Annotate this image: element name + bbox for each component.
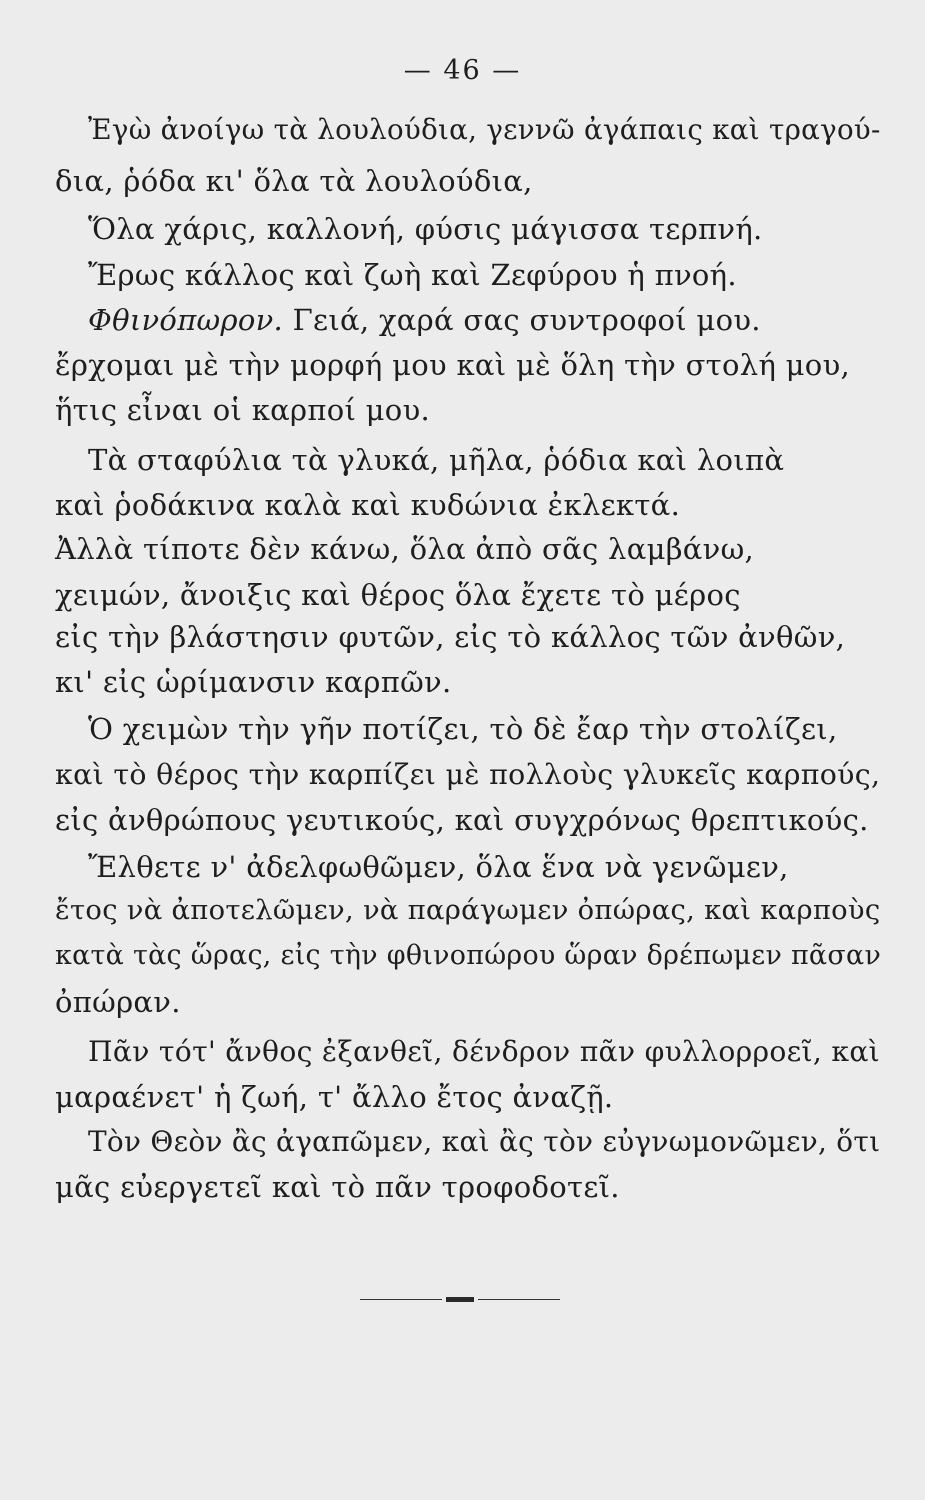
text-line: Ὅλα χάρις, καλλονή, φύσις μάγισσα τερπνή. [88,212,763,246]
text-line [88,303,761,337]
text-line: Ἔρως κάλλος καὶ ζωὴ καὶ Ζεφύρου ἡ πνοή. [88,258,737,292]
text-line: μᾶς εὐεργετεῖ καὶ τὸ πᾶν τροφοδοτεῖ. [55,1170,620,1204]
ornament-rule-right [478,1299,560,1300]
page-number: — 46 — [403,55,522,86]
text-line: καὶ ῥοδάκινα καλὰ καὶ κυδώνια ἐκλεκτά. [55,488,681,522]
text-line: ἔρχομαι μὲ τὴν μορφή μου καὶ μὲ ὅλη τὴν στολή μου, [55,348,851,382]
text-line: Πᾶν τότ' ἄνθος ἐξανθεῖ, δένδρον πᾶν φυλλορροεῖ, καὶ [88,1035,881,1068]
season-name: Φθινόπωρον. [88,303,284,337]
text-line: εἰς τὴν βλάστησιν φυτῶν, εἰς τὸ κάλλος τῶν ἀνθῶν, [55,620,846,654]
text-line: χειμών, ἄνοιξις καὶ θέρος ὅλα ἔχετε τὸ μέρος [55,578,741,612]
text-line: Ἀλλὰ τίποτε δὲν κάνω, ὅλα ἀπὸ σᾶς λαμβάνω, [55,532,755,566]
text-line: εἰς ἀνθρώπους γευτικούς, καὶ συγχρόνως θρεπτικούς. [55,803,869,837]
text-line: κι' εἰς ὡρίμανσιν καρπῶν. [55,665,452,699]
text-line: Ἔλθετε ν' ἀδελφωθῶμεν, ὅλα ἕνα νὰ γενῶμεν, [88,850,789,884]
text-line: Ἐγὼ ἀνοίγω τὰ λουλούδια, γεννῶ ἀγάπαις καὶ τραγού- [88,113,881,146]
text-line: Ὁ χειμὼν τὴν γῆν ποτίζει, τὸ δὲ ἔαρ τὴν στολίζει, [88,712,838,746]
ornament-center-bar [446,1297,474,1302]
text-line: Τὰ σταφύλια τὰ γλυκά, μῆλα, ῥόδια καὶ λοιπὰ [88,443,785,477]
end-ornament [360,1297,560,1303]
text-line: ἔτος νὰ ἀποτελῶμεν, νὰ παράγωμεν ὀπώρας, καὶ καρποὺς [55,895,881,926]
text-line: καὶ τὸ θέρος τὴν καρπίζει μὲ πολλοὺς γλυκεῖς καρπούς, [55,758,881,791]
text-line: Τὸν Θεὸν ἂς ἀγαπῶμεν, καὶ ἂς τὸν εὐγνωμονῶμεν, ὅτι [88,1125,881,1158]
ornament-rule-left [360,1299,442,1300]
text-line: δια, ῥόδα κι' ὅλα τὰ λουλούδια, [55,164,533,198]
text-line: ἥτις εἶναι οἱ καρποί μου. [55,393,431,427]
text-line: μαραένετ' ἡ ζωή, τ' ἄλλο ἔτος ἀναζῇ. [55,1080,614,1114]
season-greeting: Γειά, χαρά σας συντροφοί μου. [283,303,761,337]
text-line: ὀπώραν. [55,985,181,1019]
text-line: κατὰ τὰς ὥρας, εἰς τὴν φθινοπώρου ὥραν δρέπωμεν πᾶσαν [55,940,882,971]
